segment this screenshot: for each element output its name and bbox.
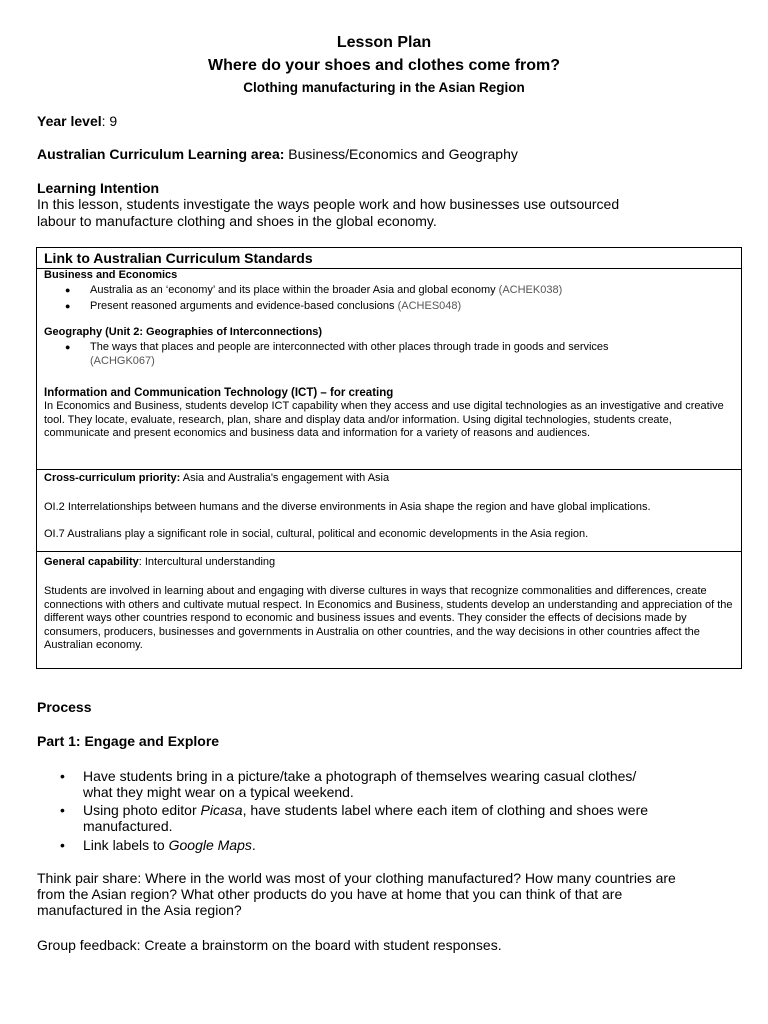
- capability-body: Students are involved in learning about and engaging with diverse cultures in ways that recognize commonalities and differences, create connections with others and cultivate mutual respect. In Economics and Business, students develop an understanding and appreciation of the different ways other countries respond to economic and business issues and events. They consider the effects of decisions made by consumers, producers, businesses and governments in Australia on other countries, and the way decisions in other countries affect the Australian economy.: [44, 585, 733, 651]
- business-item-2: Present reasoned arguments and evidence-based conclusions (ACHES048): [90, 300, 462, 312]
- bullet-icon: ●: [65, 285, 71, 295]
- business-item-1: Australia as an ‘economy’ and its place within the broader Asia and global economy (ACHEK038): [90, 284, 563, 296]
- bullet-icon: ●: [65, 301, 71, 311]
- learning-area-label: Australian Curriculum Learning area:: [37, 146, 285, 162]
- priority-value: Asia and Australia's engagement with Asia: [180, 472, 390, 484]
- page-subtitle: Where do your shoes and clothes come from?: [207, 57, 561, 74]
- process-heading: Process: [37, 699, 92, 715]
- bullet-icon: ●: [65, 342, 71, 352]
- page-topic: Clothing manufacturing in the Asian Region: [243, 80, 525, 95]
- capability-value: : Intercultural understanding: [138, 556, 276, 568]
- year-level: [37, 113, 117, 129]
- business-heading: Business and Economics: [44, 269, 178, 281]
- learning-intention-heading: Learning Intention: [37, 180, 160, 196]
- process-bullet-1: Have students bring in a picture/take a photograph of themselves wearing casual clothes/ what they might wear on a typical weekend.: [83, 768, 637, 800]
- bullet-icon: •: [60, 837, 65, 853]
- bullet-icon: •: [60, 802, 65, 818]
- ict-heading: Information and Communication Technology (ICT) – for creating: [44, 387, 394, 399]
- geography-item-code: (ACHGK067): [90, 355, 155, 367]
- page-title: Lesson Plan: [336, 34, 432, 51]
- priority-label: Cross-curriculum priority:: [44, 472, 181, 484]
- learning-intention-body: In this lesson, students investigate the ways people work and how businesses use outsourced labour to manufacture clothing and shoes in the global economy.: [37, 196, 620, 229]
- year-level-value: : 9: [101, 113, 118, 129]
- priority-box: [36, 469, 742, 552]
- standards-box: [36, 247, 742, 470]
- bullet-icon: •: [60, 768, 65, 784]
- process-bullet-2: Using photo editor Picasa, have students label where each item of clothing and shoes were manufactured.: [83, 802, 649, 834]
- learning-area: [37, 146, 518, 162]
- capability-box: [36, 551, 742, 669]
- priority-oi2: OI.2 Interrelationships between humans and the diverse environments in Asia shape the region and have global implications.: [44, 501, 651, 513]
- capability-line: [44, 556, 275, 570]
- ict-body: In Economics and Business, students develop ICT capability when they access and use digital technologies as an investigative and creative tool. They locate, evaluate, research, plan, share and display data and/or information. Using digital technologies, students create, communicate and present economics and business data and information for a variety of reasons and audiences.: [44, 400, 724, 439]
- priority-oi7: OI.7 Australians play a significant role in social, cultural, political and economic developments in the Asia region.: [44, 528, 589, 540]
- part1-heading: Part 1: Engage and Explore: [37, 733, 220, 749]
- think-pair-share: Think pair share: Where in the world was most of your clothing manufactured? How many countries are from the Asian region? What other products do you have at home that you can think of that are manufactured in the Asia region?: [37, 870, 676, 918]
- group-feedback: Group feedback: Create a brainstorm on the board with student responses.: [37, 937, 502, 953]
- geography-heading: Geography (Unit 2: Geographies of Interconnections): [44, 326, 323, 338]
- capability-label: General capability: [44, 556, 139, 568]
- learning-area-value: Business/Economics and Geography: [284, 146, 518, 162]
- geography-item: The ways that places and people are interconnected with other places through trade in goods and services: [90, 341, 609, 353]
- process-bullet-3: Link labels to Google Maps.: [83, 837, 256, 853]
- priority-line: [44, 472, 389, 486]
- standards-heading: Link to Australian Curriculum Standards: [37, 248, 741, 269]
- year-level-label: Year level: [37, 113, 102, 129]
